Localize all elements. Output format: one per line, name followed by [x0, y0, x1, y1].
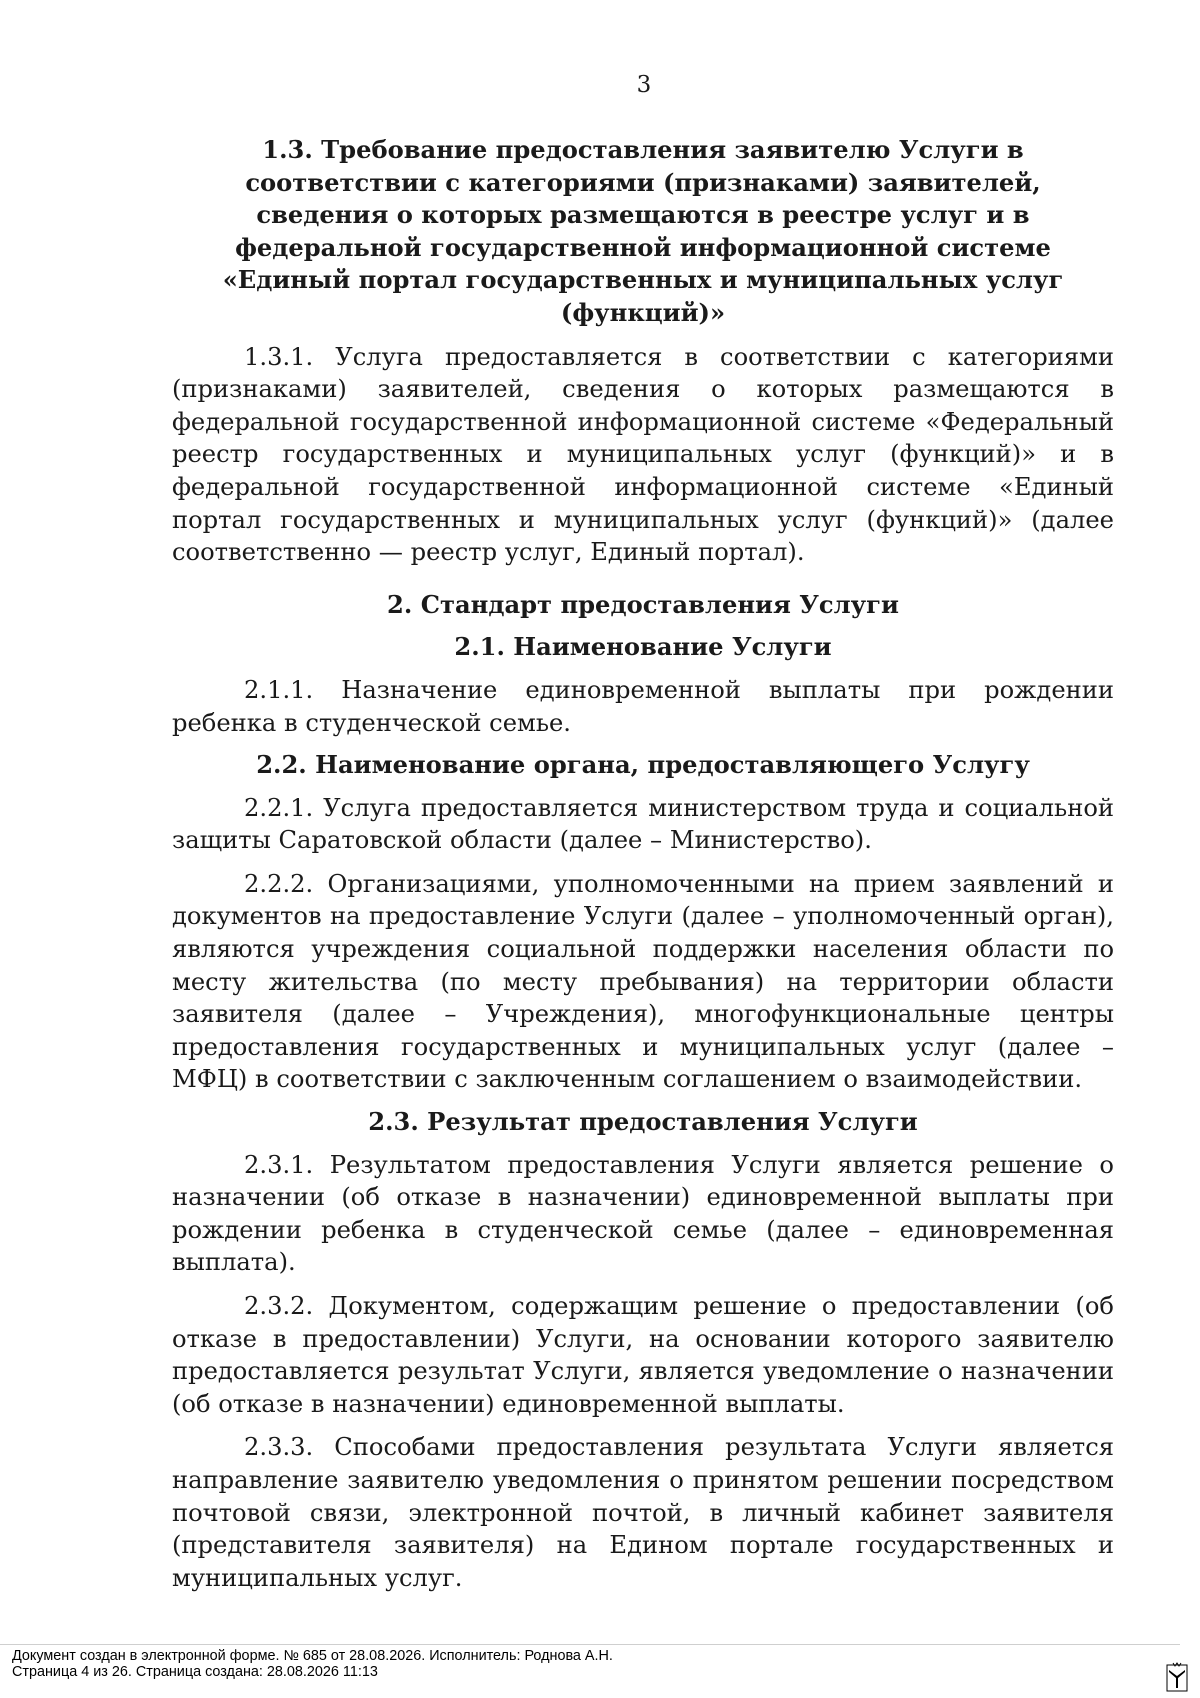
coat-of-arms-icon	[1166, 1662, 1188, 1692]
section-2-heading: 2. Стандарт предоставления Услуги	[387, 589, 899, 619]
document-footer	[12, 1648, 1200, 1698]
paragraph-1-3-1: 1.3.1. Услуга предоставляется в соответствии с категориями (признаками) заявителей, сведения о которых размещаются в федеральной государственной информационной системе «Федеральный реестр государственных и муниципальных услуг (функций)» и в федеральной государственной информационной системе «Единый портал государственных и муниципальных услуг (функций)» (далее соответственно — реестр услуг, Единый портал).	[172, 342, 1114, 567]
footer-line-2: Страница 4 из 26. Страница создана: 28.08.2026 11:13	[12, 1664, 378, 1680]
footer-line-1: Документ создан в электронной форме. № 685 от 28.08.2026. Исполнитель: Роднова А.Н.	[12, 1648, 613, 1664]
section-2-1-heading: 2.1. Наименование Услуги	[454, 632, 832, 662]
paragraph-2-1-1: 2.1.1. Назначение единовременной выплаты при рождении ребенка в студенческой семье.	[172, 675, 1114, 737]
footer-divider	[0, 1644, 1180, 1645]
section-2-3-heading: 2.3. Результат предоставления Услуги	[368, 1107, 918, 1137]
paragraph-2-3-2: 2.3.2. Документом, содержащим решение о предоставлении (об отказе в предоставлении) Услуги, на основании которого заявителю предоставляется результат Услуги, является уведомление о назначении (об отказе в назначении) единовременной выплаты.	[172, 1292, 1114, 1418]
paragraph-2-3-1: 2.3.1. Результатом предоставления Услуги является решение о назначении (об отказе в назначении) единовременной выплаты при рождении ребенка в студенческой семье (далее – единовременная выплата).	[172, 1150, 1114, 1277]
paragraph-2-3-3: 2.3.3. Способами предоставления результата Услуги является направление заявителю уведомления о принятом решении посредством почтовой связи, электронной почтой, в личный кабинет заявителя (представителя заявителя) на Едином портале государственных и муниципальных услуг.	[172, 1433, 1114, 1592]
section-1-3-heading: 1.3. Требование предоставления заявителю Услуги в соответствии с категориями (признаками) заявителей, сведения о которых размещаются в реестре услуг и в федеральной государственной информационной системе «Единый портал государственных и муниципальных услуг (функций)»	[222, 135, 1064, 327]
section-2-2-heading: 2.2. Наименование органа, предоставляющего Услугу	[256, 750, 1030, 780]
document-body	[172, 134, 1114, 1594]
paragraph-2-2-1: 2.2.1. Услуга предоставляется министерством труда и социальной защиты Саратовской области (далее – Министерство).	[172, 793, 1114, 855]
paragraph-2-2-2: 2.2.2. Организациями, уполномоченными на прием заявлений и документов на предоставление Услуги (далее – уполномоченный орган), являются учреждения социальной поддержки населения области по месту жительства (по месту пребывания) на территории области заявителя (далее – Учреждения), многофункциональные центры предоставления государственных и муниципальных услуг (далее – МФЦ) в соответствии с заключенным соглашением о взаимодействии.	[172, 869, 1114, 1094]
page-number: 3	[636, 72, 652, 98]
